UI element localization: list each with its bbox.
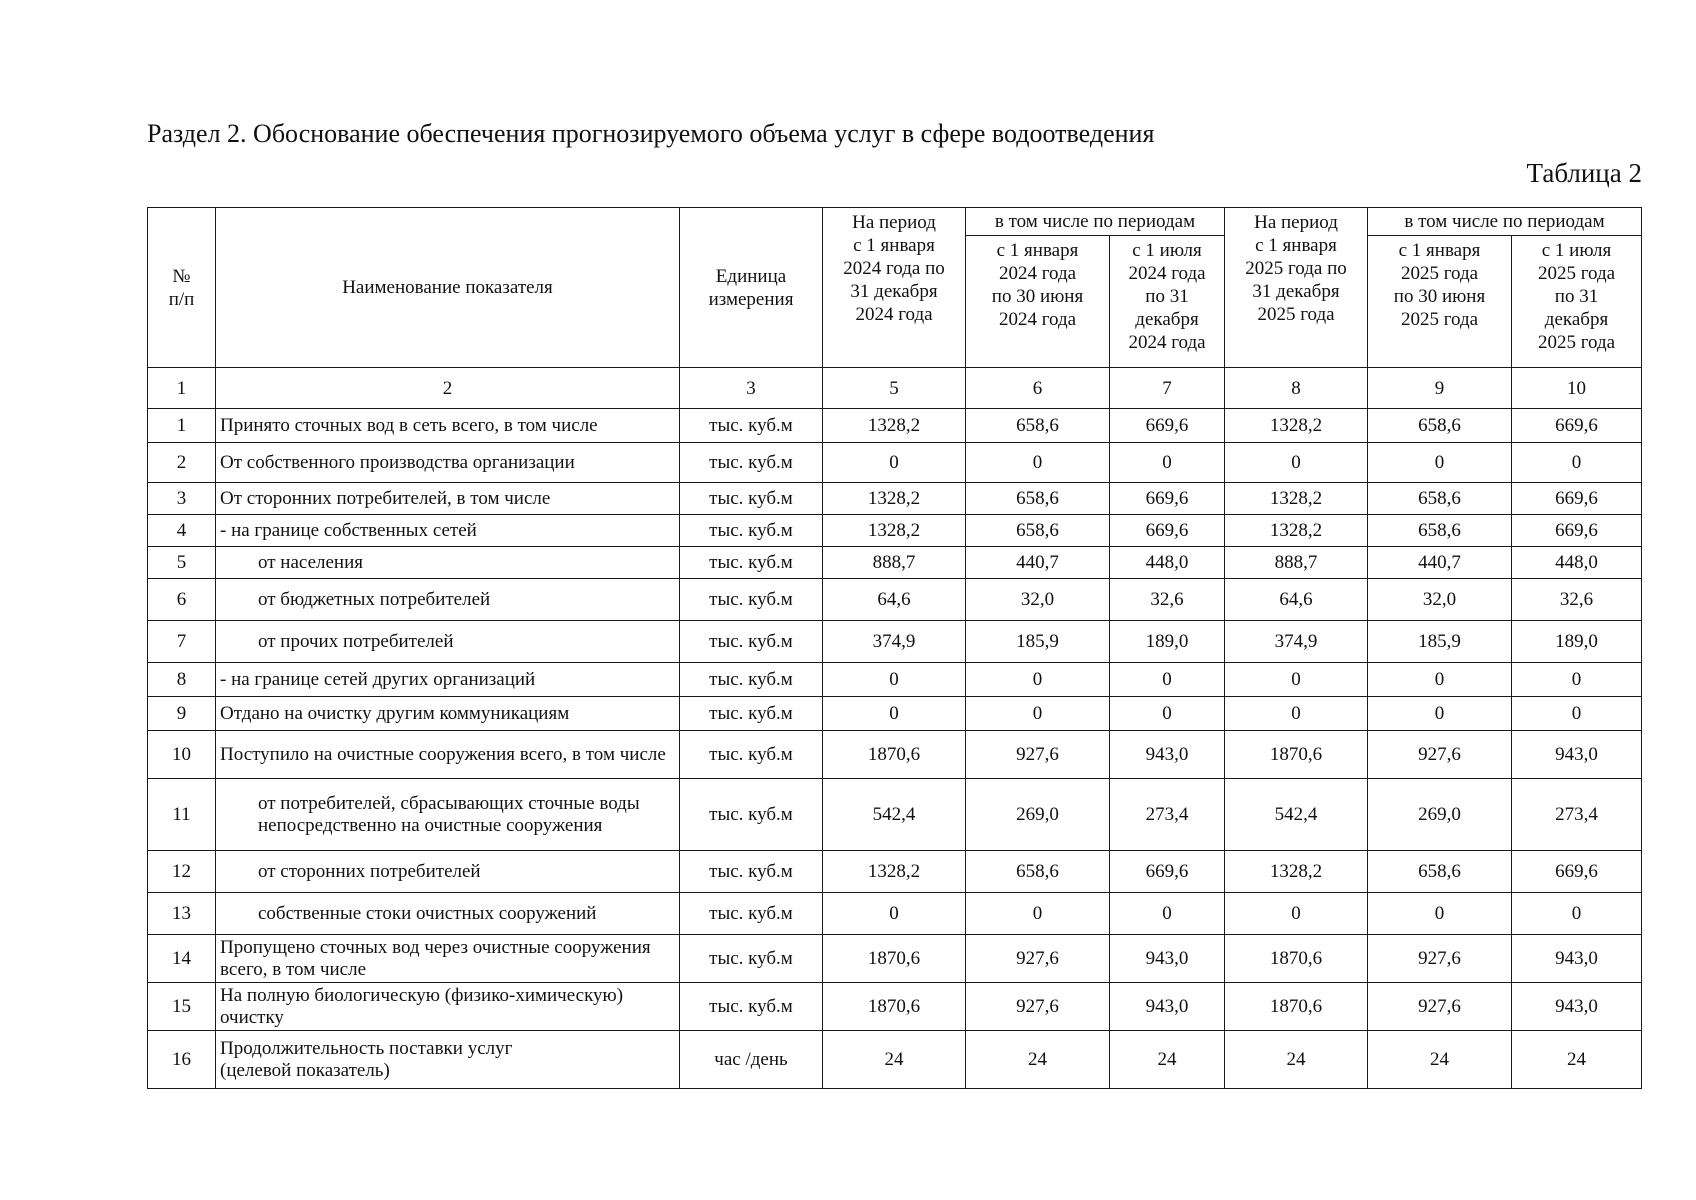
value-cell: 32,0 xyxy=(966,579,1110,621)
value-cell: 0 xyxy=(1512,443,1642,483)
unit-cell: тыс. куб.м xyxy=(680,935,823,983)
value-cell: 658,6 xyxy=(966,409,1110,443)
unit-cell: тыс. куб.м xyxy=(680,443,823,483)
value-cell: 1870,6 xyxy=(1225,731,1368,779)
value-cell: 0 xyxy=(823,697,966,731)
indicator-name: - на границе собственных сетей xyxy=(216,515,680,547)
value-cell: 658,6 xyxy=(1368,515,1512,547)
table-row xyxy=(148,547,1642,579)
value-cell: 0 xyxy=(1225,697,1368,731)
value-cell: 927,6 xyxy=(1368,731,1512,779)
row-number: 3 xyxy=(148,483,216,515)
table-header xyxy=(148,208,1642,409)
table-row xyxy=(148,893,1642,935)
value-cell: 1870,6 xyxy=(823,731,966,779)
value-cell: 669,6 xyxy=(1512,409,1642,443)
value-cell: 888,7 xyxy=(823,547,966,579)
row-number: 13 xyxy=(148,893,216,935)
value-cell: 669,6 xyxy=(1512,483,1642,515)
table-row xyxy=(148,443,1642,483)
row-number: 11 xyxy=(148,779,216,851)
value-cell: 269,0 xyxy=(1368,779,1512,851)
indicator-name: от населения xyxy=(216,547,680,579)
unit-cell: тыс. куб.м xyxy=(680,983,823,1031)
value-cell: 1870,6 xyxy=(823,935,966,983)
value-cell: 273,4 xyxy=(1512,779,1642,851)
value-cell: 669,6 xyxy=(1110,409,1225,443)
indicator-name: Отдано на очистку другим коммуникациям xyxy=(216,697,680,731)
value-cell: 273,4 xyxy=(1110,779,1225,851)
row-number: 7 xyxy=(148,621,216,663)
value-cell: 0 xyxy=(1368,697,1512,731)
value-cell: 64,6 xyxy=(823,579,966,621)
value-cell: 927,6 xyxy=(966,983,1110,1031)
value-cell: 0 xyxy=(1110,893,1225,935)
value-cell: 0 xyxy=(823,443,966,483)
value-cell: 32,0 xyxy=(1368,579,1512,621)
indicator-name: На полную биологическую (физико-химическую) очистку xyxy=(216,983,680,1031)
row-number: 15 xyxy=(148,983,216,1031)
unit-cell: тыс. куб.м xyxy=(680,697,823,731)
unit-cell: тыс. куб.м xyxy=(680,663,823,697)
value-cell: 669,6 xyxy=(1110,515,1225,547)
row-number: 4 xyxy=(148,515,216,547)
unit-cell: тыс. куб.м xyxy=(680,851,823,893)
value-cell: 0 xyxy=(1512,893,1642,935)
value-cell: 943,0 xyxy=(1110,935,1225,983)
value-cell: 269,0 xyxy=(966,779,1110,851)
column-number: 2 xyxy=(216,368,680,409)
indicators-table xyxy=(147,207,1642,1089)
unit-cell: тыс. куб.м xyxy=(680,779,823,851)
value-cell: 669,6 xyxy=(1512,851,1642,893)
value-cell: 374,9 xyxy=(823,621,966,663)
row-number: 6 xyxy=(148,579,216,621)
unit-cell: тыс. куб.м xyxy=(680,731,823,779)
indicator-name: Поступило на очистные сооружения всего, в том числе xyxy=(216,731,680,779)
value-cell: 0 xyxy=(1225,663,1368,697)
table-body xyxy=(148,409,1642,1089)
indicator-name: собственные стоки очистных сооружений xyxy=(216,893,680,935)
column-number: 3 xyxy=(680,368,823,409)
value-cell: 1328,2 xyxy=(823,515,966,547)
value-cell: 1328,2 xyxy=(823,483,966,515)
table-row xyxy=(148,983,1642,1031)
value-cell: 0 xyxy=(823,663,966,697)
header-unit: Единица измерения xyxy=(680,208,823,368)
value-cell: 658,6 xyxy=(1368,851,1512,893)
header-h1-2024: с 1 января 2024 года по 30 июня 2024 года xyxy=(966,236,1110,368)
indicator-name: от бюджетных потребителей xyxy=(216,579,680,621)
value-cell: 1328,2 xyxy=(1225,851,1368,893)
value-cell: 943,0 xyxy=(1512,731,1642,779)
value-cell: 0 xyxy=(1225,443,1368,483)
row-number: 10 xyxy=(148,731,216,779)
header-period-2024: На период с 1 января 2024 года по 31 декабря 2024 года xyxy=(823,208,966,368)
value-cell: 64,6 xyxy=(1225,579,1368,621)
value-cell: 1328,2 xyxy=(1225,409,1368,443)
value-cell: 189,0 xyxy=(1110,621,1225,663)
indicator-name: От сторонних потребителей, в том числе xyxy=(216,483,680,515)
value-cell: 927,6 xyxy=(966,731,1110,779)
table-row xyxy=(148,409,1642,443)
column-number: 10 xyxy=(1512,368,1642,409)
unit-cell: тыс. куб.м xyxy=(680,579,823,621)
value-cell: 0 xyxy=(1368,893,1512,935)
indicator-name: от прочих потребителей xyxy=(216,621,680,663)
value-cell: 1870,6 xyxy=(823,983,966,1031)
value-cell: 658,6 xyxy=(966,515,1110,547)
value-cell: 0 xyxy=(1110,443,1225,483)
value-cell: 0 xyxy=(823,893,966,935)
indicator-name: от потребителей, сбрасывающих сточные воды непосредственно на очистные сооружения xyxy=(216,779,680,851)
unit-cell: час /день xyxy=(680,1031,823,1089)
table-row xyxy=(148,697,1642,731)
column-numbers-row xyxy=(148,368,1642,409)
header-h1-2025: с 1 января 2025 года по 30 июня 2025 года xyxy=(1368,236,1512,368)
value-cell: 0 xyxy=(1225,893,1368,935)
value-cell: 542,4 xyxy=(823,779,966,851)
value-cell: 1328,2 xyxy=(1225,515,1368,547)
value-cell: 0 xyxy=(966,893,1110,935)
indicator-name: - на границе сетей других организаций xyxy=(216,663,680,697)
table-row xyxy=(148,779,1642,851)
header-name: Наименование показателя xyxy=(216,208,680,368)
value-cell: 374,9 xyxy=(1225,621,1368,663)
table-row xyxy=(148,579,1642,621)
row-number: 9 xyxy=(148,697,216,731)
value-cell: 943,0 xyxy=(1110,731,1225,779)
unit-cell: тыс. куб.м xyxy=(680,515,823,547)
value-cell: 669,6 xyxy=(1110,483,1225,515)
table-row xyxy=(148,663,1642,697)
column-number: 6 xyxy=(966,368,1110,409)
value-cell: 1328,2 xyxy=(823,409,966,443)
value-cell: 669,6 xyxy=(1512,515,1642,547)
row-number: 5 xyxy=(148,547,216,579)
value-cell: 0 xyxy=(966,443,1110,483)
indicator-name: Продолжительность поставки услуг (целевой показатель) xyxy=(216,1031,680,1089)
unit-cell: тыс. куб.м xyxy=(680,547,823,579)
row-number: 14 xyxy=(148,935,216,983)
column-number: 7 xyxy=(1110,368,1225,409)
value-cell: 0 xyxy=(1368,663,1512,697)
indicator-name: От собственного производства организации xyxy=(216,443,680,483)
value-cell: 24 xyxy=(1368,1031,1512,1089)
value-cell: 24 xyxy=(1110,1031,1225,1089)
indicator-name: от сторонних потребителей xyxy=(216,851,680,893)
value-cell: 24 xyxy=(1225,1031,1368,1089)
value-cell: 185,9 xyxy=(1368,621,1512,663)
row-number: 16 xyxy=(148,1031,216,1089)
row-number: 2 xyxy=(148,443,216,483)
section-title: Раздел 2. Обоснование обеспечения прогнозируемого объема услуг в сфере водоотведения xyxy=(147,119,1155,148)
header-group-2024: в том числе по периодам xyxy=(966,208,1225,236)
table-row xyxy=(148,851,1642,893)
table-row xyxy=(148,731,1642,779)
value-cell: 189,0 xyxy=(1512,621,1642,663)
value-cell: 943,0 xyxy=(1512,935,1642,983)
column-number: 5 xyxy=(823,368,966,409)
unit-cell: тыс. куб.м xyxy=(680,483,823,515)
value-cell: 448,0 xyxy=(1512,547,1642,579)
value-cell: 669,6 xyxy=(1110,851,1225,893)
row-number: 12 xyxy=(148,851,216,893)
value-cell: 0 xyxy=(1110,697,1225,731)
column-number: 8 xyxy=(1225,368,1368,409)
unit-cell: тыс. куб.м xyxy=(680,893,823,935)
header-period-2025: На период с 1 января 2025 года по 31 декабря 2025 года xyxy=(1225,208,1368,368)
row-number: 8 xyxy=(148,663,216,697)
value-cell: 24 xyxy=(966,1031,1110,1089)
indicator-name: Пропущено сточных вод через очистные сооружения всего, в том числе xyxy=(216,935,680,983)
value-cell: 1328,2 xyxy=(1225,483,1368,515)
value-cell: 448,0 xyxy=(1110,547,1225,579)
column-number: 1 xyxy=(148,368,216,409)
value-cell: 440,7 xyxy=(1368,547,1512,579)
value-cell: 927,6 xyxy=(1368,983,1512,1031)
column-number: 9 xyxy=(1368,368,1512,409)
value-cell: 0 xyxy=(1110,663,1225,697)
value-cell: 943,0 xyxy=(1512,983,1642,1031)
value-cell: 0 xyxy=(966,697,1110,731)
unit-cell: тыс. куб.м xyxy=(680,621,823,663)
value-cell: 1870,6 xyxy=(1225,983,1368,1031)
value-cell: 658,6 xyxy=(1368,409,1512,443)
table-row xyxy=(148,935,1642,983)
indicator-name: Принято сточных вод в сеть всего, в том числе xyxy=(216,409,680,443)
header-group-2025: в том числе по периодам xyxy=(1368,208,1642,236)
value-cell: 440,7 xyxy=(966,547,1110,579)
value-cell: 24 xyxy=(823,1031,966,1089)
value-cell: 542,4 xyxy=(1225,779,1368,851)
row-number: 1 xyxy=(148,409,216,443)
table-row xyxy=(148,515,1642,547)
value-cell: 927,6 xyxy=(1368,935,1512,983)
value-cell: 0 xyxy=(966,663,1110,697)
value-cell: 0 xyxy=(1512,697,1642,731)
value-cell: 927,6 xyxy=(966,935,1110,983)
value-cell: 0 xyxy=(1368,443,1512,483)
value-cell: 24 xyxy=(1512,1031,1642,1089)
value-cell: 888,7 xyxy=(1225,547,1368,579)
header-num: № п/п xyxy=(148,208,216,368)
value-cell: 658,6 xyxy=(1368,483,1512,515)
value-cell: 943,0 xyxy=(1110,983,1225,1031)
value-cell: 1328,2 xyxy=(823,851,966,893)
table-row xyxy=(148,483,1642,515)
table-row xyxy=(148,621,1642,663)
header-h2-2024: с 1 июля 2024 года по 31 декабря 2024 года xyxy=(1110,236,1225,368)
value-cell: 1870,6 xyxy=(1225,935,1368,983)
header-h2-2025: с 1 июля 2025 года по 31 декабря 2025 года xyxy=(1512,236,1642,368)
value-cell: 0 xyxy=(1512,663,1642,697)
unit-cell: тыс. куб.м xyxy=(680,409,823,443)
value-cell: 32,6 xyxy=(1110,579,1225,621)
value-cell: 185,9 xyxy=(966,621,1110,663)
table-row xyxy=(148,1031,1642,1089)
value-cell: 658,6 xyxy=(966,483,1110,515)
table-label: Таблица 2 xyxy=(1526,158,1642,188)
value-cell: 32,6 xyxy=(1512,579,1642,621)
value-cell: 658,6 xyxy=(966,851,1110,893)
